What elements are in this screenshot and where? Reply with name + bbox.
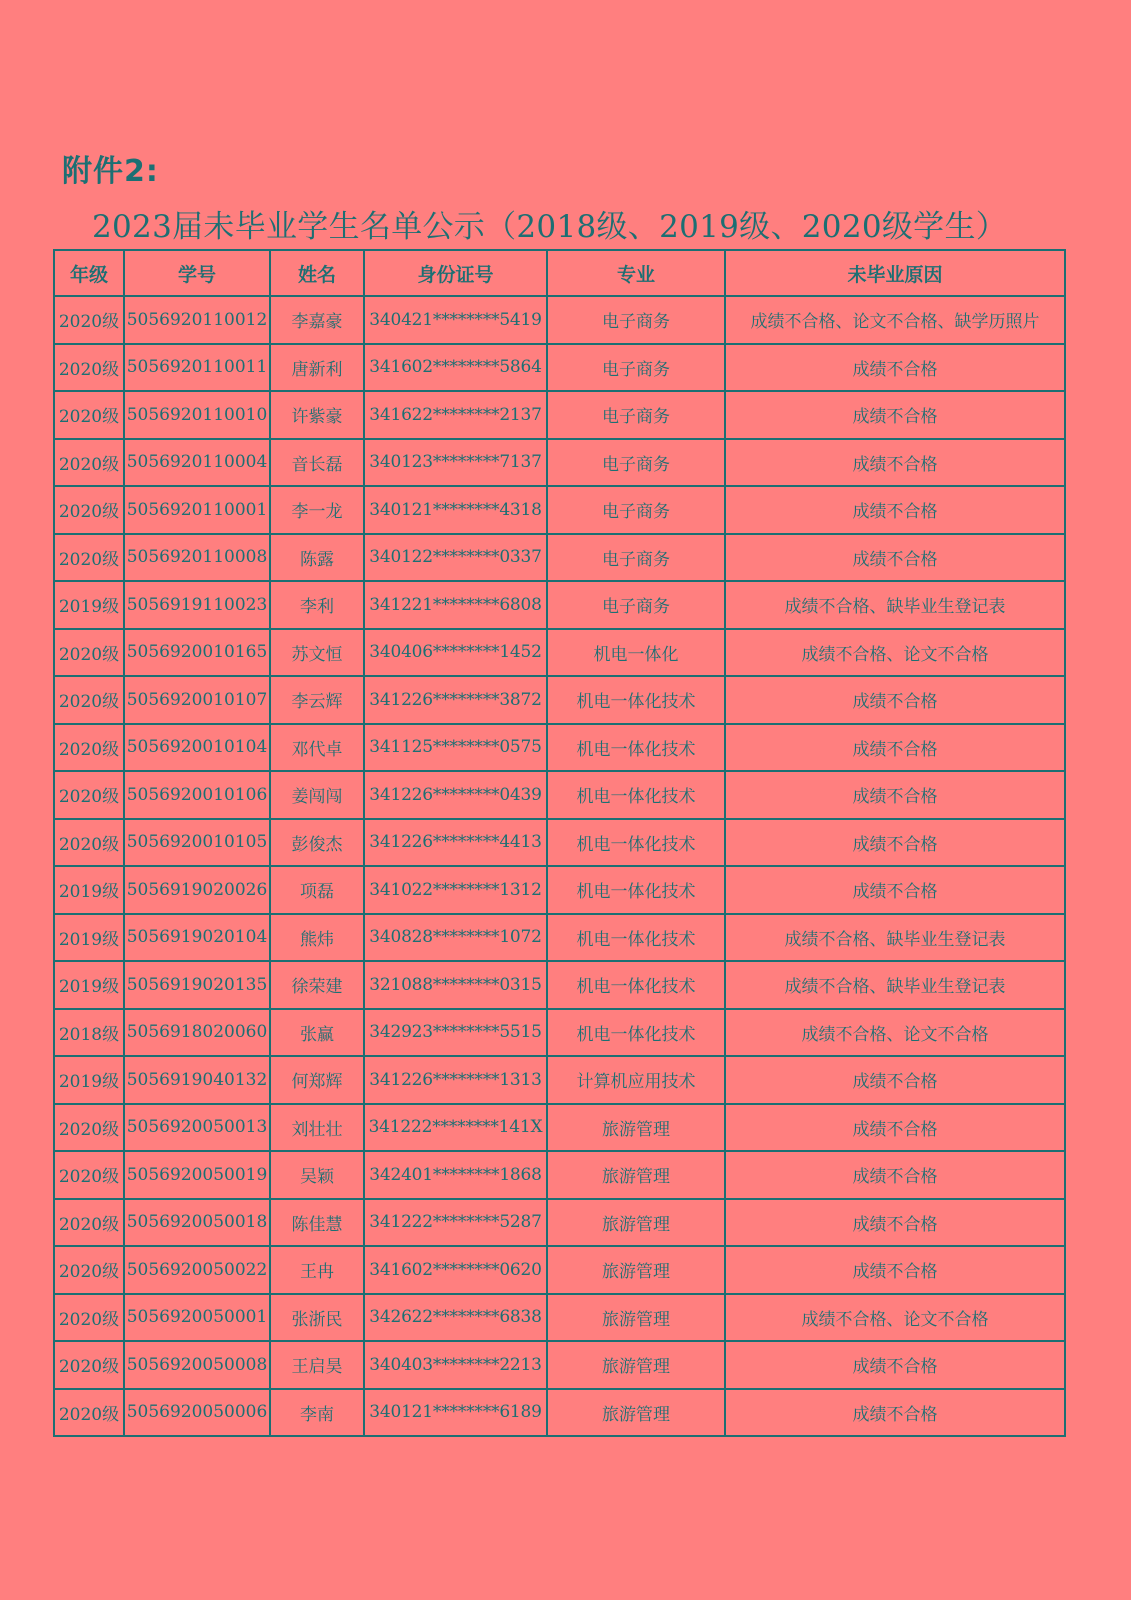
table-row bbox=[54, 819, 1065, 867]
cell-major: 旅游管理 bbox=[547, 1294, 725, 1342]
cell-reason: 成绩不合格 bbox=[725, 344, 1065, 392]
cell-grade: 2020级 bbox=[54, 344, 124, 392]
cell-reason: 成绩不合格 bbox=[725, 866, 1065, 914]
cell-name: 张浙民 bbox=[270, 1294, 364, 1342]
cell-major: 机电一体化技术 bbox=[547, 819, 725, 867]
cell-name: 王冉 bbox=[270, 1246, 364, 1294]
cell-major: 旅游管理 bbox=[547, 1199, 725, 1247]
table-row bbox=[54, 439, 1065, 487]
header-grade: 年级 bbox=[54, 250, 124, 296]
cell-name: 陈佳慧 bbox=[270, 1199, 364, 1247]
cell-student-id: 5056920010107 bbox=[124, 676, 270, 724]
cell-major: 机电一体化技术 bbox=[547, 961, 725, 1009]
cell-grade: 2020级 bbox=[54, 819, 124, 867]
cell-student-id: 5056920110011 bbox=[124, 344, 270, 392]
cell-id-number: 341221********6808 bbox=[364, 581, 547, 629]
cell-name: 项磊 bbox=[270, 866, 364, 914]
cell-grade: 2020级 bbox=[54, 1341, 124, 1389]
table-row bbox=[54, 296, 1065, 344]
cell-grade: 2020级 bbox=[54, 486, 124, 534]
cell-reason: 成绩不合格 bbox=[725, 1341, 1065, 1389]
cell-major: 电子商务 bbox=[547, 391, 725, 439]
table-row bbox=[54, 724, 1065, 772]
cell-id-number: 340121********6189 bbox=[364, 1389, 547, 1437]
cell-major: 机电一体化技术 bbox=[547, 914, 725, 962]
cell-reason: 成绩不合格 bbox=[725, 1056, 1065, 1104]
cell-id-number: 341622********2137 bbox=[364, 391, 547, 439]
table-body bbox=[54, 296, 1065, 1436]
cell-reason: 成绩不合格 bbox=[725, 486, 1065, 534]
document-title: 2023届未毕业学生名单公示（2018级、2019级、2020级学生） bbox=[92, 209, 1008, 245]
cell-grade: 2020级 bbox=[54, 1151, 124, 1199]
cell-name: 刘壮壮 bbox=[270, 1104, 364, 1152]
table-row bbox=[54, 914, 1065, 962]
cell-grade: 2018级 bbox=[54, 1009, 124, 1057]
cell-grade: 2020级 bbox=[54, 1199, 124, 1247]
cell-major: 电子商务 bbox=[547, 534, 725, 582]
cell-id-number: 342401********1868 bbox=[364, 1151, 547, 1199]
cell-student-id: 5056920110010 bbox=[124, 391, 270, 439]
table-row bbox=[54, 1294, 1065, 1342]
cell-student-id: 5056919020104 bbox=[124, 914, 270, 962]
cell-grade: 2020级 bbox=[54, 676, 124, 724]
cell-reason: 成绩不合格 bbox=[725, 439, 1065, 487]
cell-grade: 2020级 bbox=[54, 391, 124, 439]
table-row bbox=[54, 344, 1065, 392]
cell-grade: 2020级 bbox=[54, 1389, 124, 1437]
cell-name: 何郑辉 bbox=[270, 1056, 364, 1104]
cell-id-number: 341226********4413 bbox=[364, 819, 547, 867]
table-row bbox=[54, 391, 1065, 439]
cell-name: 吴颖 bbox=[270, 1151, 364, 1199]
cell-id-number: 341226********0439 bbox=[364, 771, 547, 819]
cell-student-id: 5056920010105 bbox=[124, 819, 270, 867]
cell-student-id: 5056919110023 bbox=[124, 581, 270, 629]
cell-grade: 2019级 bbox=[54, 581, 124, 629]
cell-grade: 2020级 bbox=[54, 534, 124, 582]
cell-major: 旅游管理 bbox=[547, 1246, 725, 1294]
cell-student-id: 5056919020026 bbox=[124, 866, 270, 914]
cell-id-number: 321088********0315 bbox=[364, 961, 547, 1009]
cell-id-number: 340121********4318 bbox=[364, 486, 547, 534]
cell-grade: 2020级 bbox=[54, 724, 124, 772]
cell-major: 旅游管理 bbox=[547, 1341, 725, 1389]
cell-grade: 2020级 bbox=[54, 629, 124, 677]
cell-name: 李利 bbox=[270, 581, 364, 629]
cell-name: 许紫豪 bbox=[270, 391, 364, 439]
cell-major: 机电一体化技术 bbox=[547, 771, 725, 819]
cell-reason: 成绩不合格、论文不合格 bbox=[725, 1009, 1065, 1057]
cell-major: 旅游管理 bbox=[547, 1104, 725, 1152]
header-major: 专业 bbox=[547, 250, 725, 296]
cell-major: 电子商务 bbox=[547, 439, 725, 487]
table-row bbox=[54, 676, 1065, 724]
cell-name: 徐荣建 bbox=[270, 961, 364, 1009]
cell-grade: 2019级 bbox=[54, 914, 124, 962]
cell-grade: 2020级 bbox=[54, 296, 124, 344]
header-reason: 未毕业原因 bbox=[725, 250, 1065, 296]
cell-name: 李云辉 bbox=[270, 676, 364, 724]
cell-major: 旅游管理 bbox=[547, 1389, 725, 1437]
table-row bbox=[54, 1199, 1065, 1247]
attachment-label: 附件2: bbox=[62, 154, 159, 189]
cell-name: 熊炜 bbox=[270, 914, 364, 962]
table-row bbox=[54, 534, 1065, 582]
cell-id-number: 341226********1313 bbox=[364, 1056, 547, 1104]
cell-reason: 成绩不合格、论文不合格 bbox=[725, 629, 1065, 677]
cell-major: 机电一体化技术 bbox=[547, 676, 725, 724]
cell-id-number: 340403********2213 bbox=[364, 1341, 547, 1389]
cell-reason: 成绩不合格、论文不合格 bbox=[725, 1294, 1065, 1342]
cell-major: 机电一体化技术 bbox=[547, 1009, 725, 1057]
cell-name: 苏文恒 bbox=[270, 629, 364, 677]
cell-student-id: 5056920050018 bbox=[124, 1199, 270, 1247]
cell-reason: 成绩不合格 bbox=[725, 1246, 1065, 1294]
cell-reason: 成绩不合格 bbox=[725, 724, 1065, 772]
table-row bbox=[54, 629, 1065, 677]
header-name: 姓名 bbox=[270, 250, 364, 296]
cell-student-id: 5056920050022 bbox=[124, 1246, 270, 1294]
cell-grade: 2020级 bbox=[54, 771, 124, 819]
cell-major: 电子商务 bbox=[547, 344, 725, 392]
cell-id-number: 341222********5287 bbox=[364, 1199, 547, 1247]
cell-reason: 成绩不合格 bbox=[725, 676, 1065, 724]
table-row bbox=[54, 961, 1065, 1009]
cell-student-id: 5056920010165 bbox=[124, 629, 270, 677]
cell-reason: 成绩不合格 bbox=[725, 819, 1065, 867]
table-row bbox=[54, 486, 1065, 534]
cell-reason: 成绩不合格、论文不合格、缺学历照片 bbox=[725, 296, 1065, 344]
cell-reason: 成绩不合格、缺毕业生登记表 bbox=[725, 961, 1065, 1009]
cell-id-number: 340406********1452 bbox=[364, 629, 547, 677]
cell-grade: 2019级 bbox=[54, 961, 124, 1009]
cell-grade: 2020级 bbox=[54, 439, 124, 487]
cell-id-number: 341222********141X bbox=[364, 1104, 547, 1152]
cell-student-id: 5056920110001 bbox=[124, 486, 270, 534]
cell-name: 音长磊 bbox=[270, 439, 364, 487]
table-header-row bbox=[54, 250, 1065, 296]
cell-student-id: 5056919040132 bbox=[124, 1056, 270, 1104]
cell-name: 姜闯闯 bbox=[270, 771, 364, 819]
cell-student-id: 5056920110004 bbox=[124, 439, 270, 487]
cell-grade: 2020级 bbox=[54, 1294, 124, 1342]
table-row bbox=[54, 866, 1065, 914]
cell-student-id: 5056920010104 bbox=[124, 724, 270, 772]
cell-id-number: 341226********3872 bbox=[364, 676, 547, 724]
cell-grade: 2019级 bbox=[54, 866, 124, 914]
cell-major: 机电一体化技术 bbox=[547, 866, 725, 914]
table-row bbox=[54, 1056, 1065, 1104]
cell-name: 张赢 bbox=[270, 1009, 364, 1057]
cell-major: 电子商务 bbox=[547, 296, 725, 344]
table-row bbox=[54, 1009, 1065, 1057]
table-row bbox=[54, 1341, 1065, 1389]
cell-student-id: 5056920110012 bbox=[124, 296, 270, 344]
cell-id-number: 340123********7137 bbox=[364, 439, 547, 487]
cell-grade: 2020级 bbox=[54, 1104, 124, 1152]
cell-reason: 成绩不合格、缺毕业生登记表 bbox=[725, 914, 1065, 962]
cell-id-number: 340421********5419 bbox=[364, 296, 547, 344]
cell-student-id: 5056918020060 bbox=[124, 1009, 270, 1057]
cell-name: 李南 bbox=[270, 1389, 364, 1437]
cell-student-id: 5056920010106 bbox=[124, 771, 270, 819]
cell-reason: 成绩不合格 bbox=[725, 1389, 1065, 1437]
cell-major: 电子商务 bbox=[547, 486, 725, 534]
cell-name: 李嘉豪 bbox=[270, 296, 364, 344]
cell-id-number: 341022********1312 bbox=[364, 866, 547, 914]
cell-id-number: 341602********0620 bbox=[364, 1246, 547, 1294]
cell-major: 机电一体化技术 bbox=[547, 724, 725, 772]
cell-major: 机电一体化 bbox=[547, 629, 725, 677]
cell-id-number: 342622********6838 bbox=[364, 1294, 547, 1342]
cell-student-id: 5056920050001 bbox=[124, 1294, 270, 1342]
cell-reason: 成绩不合格 bbox=[725, 771, 1065, 819]
cell-reason: 成绩不合格、缺毕业生登记表 bbox=[725, 581, 1065, 629]
cell-reason: 成绩不合格 bbox=[725, 391, 1065, 439]
cell-id-number: 342923********5515 bbox=[364, 1009, 547, 1057]
table-row bbox=[54, 581, 1065, 629]
table-row bbox=[54, 1104, 1065, 1152]
table-row bbox=[54, 1151, 1065, 1199]
cell-student-id: 5056920050019 bbox=[124, 1151, 270, 1199]
cell-id-number: 340122********0337 bbox=[364, 534, 547, 582]
cell-name: 邓代卓 bbox=[270, 724, 364, 772]
cell-name: 彭俊杰 bbox=[270, 819, 364, 867]
header-id-number: 身份证号 bbox=[364, 250, 547, 296]
cell-student-id: 5056920110008 bbox=[124, 534, 270, 582]
table-row bbox=[54, 771, 1065, 819]
cell-reason: 成绩不合格 bbox=[725, 1199, 1065, 1247]
cell-id-number: 340828********1072 bbox=[364, 914, 547, 962]
cell-name: 王启昊 bbox=[270, 1341, 364, 1389]
cell-id-number: 341125********0575 bbox=[364, 724, 547, 772]
cell-major: 电子商务 bbox=[547, 581, 725, 629]
cell-name: 李一龙 bbox=[270, 486, 364, 534]
cell-grade: 2019级 bbox=[54, 1056, 124, 1104]
header-student-id: 学号 bbox=[124, 250, 270, 296]
cell-reason: 成绩不合格 bbox=[725, 1151, 1065, 1199]
cell-student-id: 5056919020135 bbox=[124, 961, 270, 1009]
cell-grade: 2020级 bbox=[54, 1246, 124, 1294]
cell-student-id: 5056920050006 bbox=[124, 1389, 270, 1437]
cell-major: 计算机应用技术 bbox=[547, 1056, 725, 1104]
cell-id-number: 341602********5864 bbox=[364, 344, 547, 392]
cell-student-id: 5056920050008 bbox=[124, 1341, 270, 1389]
ungraduated-students-table bbox=[53, 249, 1066, 1437]
cell-reason: 成绩不合格 bbox=[725, 534, 1065, 582]
table-row bbox=[54, 1389, 1065, 1437]
cell-name: 陈露 bbox=[270, 534, 364, 582]
cell-name: 唐新利 bbox=[270, 344, 364, 392]
cell-student-id: 5056920050013 bbox=[124, 1104, 270, 1152]
cell-major: 旅游管理 bbox=[547, 1151, 725, 1199]
table-row bbox=[54, 1246, 1065, 1294]
cell-reason: 成绩不合格 bbox=[725, 1104, 1065, 1152]
